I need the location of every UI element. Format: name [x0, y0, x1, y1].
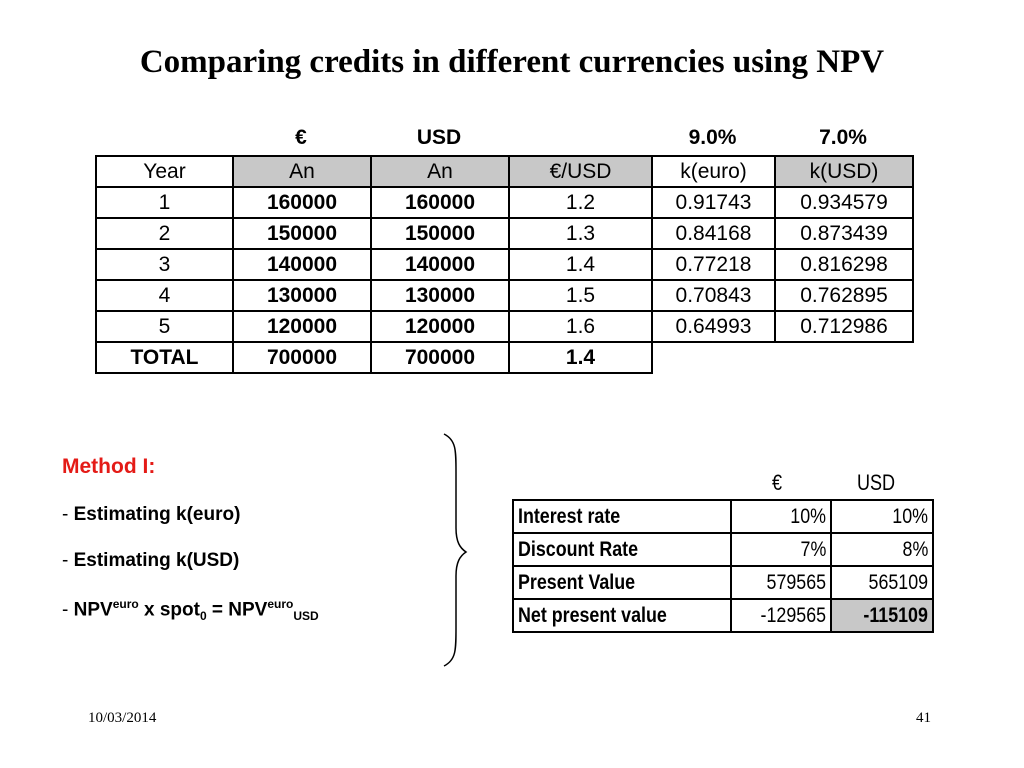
table-row: [96, 249, 913, 280]
table-row: [96, 311, 913, 342]
cell-total-an-euro: 700000: [233, 342, 371, 373]
cell-total-label: TOTAL: [96, 342, 233, 373]
npv-result-superscript: euro: [267, 597, 294, 611]
header-rate-usd: 7.0%: [819, 126, 867, 149]
table-row: [96, 218, 913, 249]
cell-k-euro: 0.84168: [652, 218, 775, 249]
cell-an-euro: 120000: [233, 311, 371, 342]
cell-fx: 1.5: [509, 280, 652, 311]
cell-year: 2: [96, 218, 233, 249]
cell-an-usd: 130000: [371, 280, 509, 311]
table-row: [96, 187, 913, 218]
method-title: Method I:: [62, 455, 156, 478]
cell-an-euro: 160000: [233, 187, 371, 218]
cell-year: 1: [96, 187, 233, 218]
cell-k-euro: 0.70843: [652, 280, 775, 311]
method-item-1: [62, 504, 240, 526]
row-label-discount-rate: Discount Rate: [518, 537, 639, 561]
col-k-euro: k(euro): [652, 156, 775, 187]
table-row: [513, 599, 933, 632]
spot-subscript: 0: [199, 609, 207, 624]
cell-an-euro: 140000: [233, 249, 371, 280]
empty-cell: [652, 342, 775, 373]
cell-k-usd: 0.816298: [775, 249, 913, 280]
npv-table: [512, 499, 934, 633]
cell-total-fx: 1.4: [509, 342, 652, 373]
row-label-net-present-value: Net present value: [518, 603, 667, 627]
row-label-interest-rate: Interest rate: [518, 504, 621, 528]
npv-label: NPV: [73, 599, 113, 621]
header-rate-euro: 9.0%: [688, 126, 737, 149]
method-item-3: [62, 597, 319, 623]
table-row: [96, 280, 913, 311]
cell-k-euro: 0.64993: [652, 311, 775, 342]
slide-title: Comparing credits in different currencies using NPV: [139, 44, 885, 80]
npv-superscript: euro: [112, 597, 139, 611]
col-k-usd: k(USD): [775, 156, 913, 187]
cell-euro: -129565: [760, 603, 826, 627]
cell-fx: 1.4: [509, 249, 652, 280]
npv-result-label: = NPV: [206, 599, 268, 621]
total-row: [96, 342, 913, 373]
cell-euro: 10%: [790, 504, 826, 528]
dash: -: [62, 550, 69, 571]
dash: -: [62, 599, 69, 621]
cell-year: 3: [96, 249, 233, 280]
cell-k-usd: 0.762895: [775, 280, 913, 311]
cell-usd-highlight: -115109: [863, 603, 928, 627]
cell-k-usd: 0.873439: [775, 218, 913, 249]
col-an-usd: An: [371, 156, 509, 187]
cell-year: 4: [96, 280, 233, 311]
npv-result-subscript: USD: [293, 609, 319, 624]
cashflow-table: [95, 155, 914, 374]
col-year: Year: [96, 156, 233, 187]
method-item-1-text: Estimating k(euro): [73, 504, 241, 525]
brace-icon: [440, 432, 470, 668]
cell-k-usd: 0.712986: [775, 311, 913, 342]
cell-an-usd: 150000: [371, 218, 509, 249]
header-usd: USD: [416, 126, 462, 149]
cell-fx: 1.6: [509, 311, 652, 342]
table-row: [513, 566, 933, 599]
cell-an-usd: 120000: [371, 311, 509, 342]
table-header-row: [96, 156, 913, 187]
cell-usd: 565109: [868, 570, 928, 594]
cell-year: 5: [96, 311, 233, 342]
cell-an-euro: 150000: [233, 218, 371, 249]
footer-date: 10/03/2014: [88, 710, 157, 726]
cell-an-usd: 140000: [371, 249, 509, 280]
table2-header-euro: €: [772, 470, 783, 495]
table2-header-usd: USD: [857, 470, 896, 495]
empty-cell: [775, 342, 913, 373]
cell-euro: 579565: [766, 570, 826, 594]
header-euro: €: [295, 126, 307, 149]
cell-usd: 8%: [902, 537, 928, 561]
cell-total-an-usd: 700000: [371, 342, 509, 373]
col-an-euro: An: [233, 156, 371, 187]
cell-fx: 1.2: [509, 187, 652, 218]
footer-page-number: 41: [916, 710, 931, 726]
dash: -: [62, 504, 69, 525]
table-row: [513, 500, 933, 533]
cell-k-euro: 0.77218: [652, 249, 775, 280]
row-label-present-value: Present Value: [518, 570, 636, 594]
cell-fx: 1.3: [509, 218, 652, 249]
cell-an-euro: 130000: [233, 280, 371, 311]
cell-an-usd: 160000: [371, 187, 509, 218]
col-fx: €/USD: [509, 156, 652, 187]
cell-k-euro: 0.91743: [652, 187, 775, 218]
method-item-2-text: Estimating k(USD): [73, 550, 240, 571]
method-item-2: [62, 550, 239, 572]
cell-euro: 7%: [800, 537, 826, 561]
table-row: [513, 533, 933, 566]
cell-usd: 10%: [892, 504, 928, 528]
spot-label: x spot: [138, 599, 200, 621]
cell-k-usd: 0.934579: [775, 187, 913, 218]
